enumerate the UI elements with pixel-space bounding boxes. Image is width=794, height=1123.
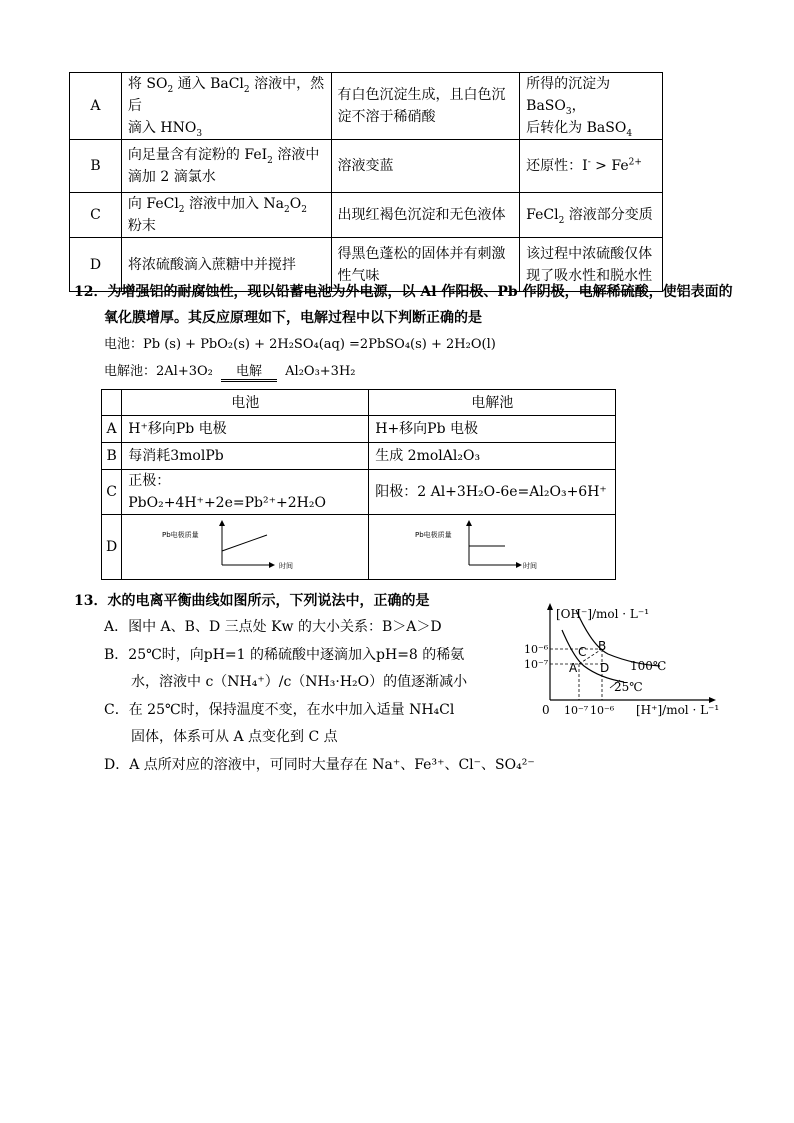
q11-row-a (70, 73, 663, 140)
q11-conclusion: FeCl$_2$ 溶液部分变质 (520, 193, 663, 238)
q13-option-b-line2: 水，溶液中 c（NH₄⁺）/c（NH₃·H₂O）的值逐渐减小 (131, 674, 468, 690)
curve-label-100c: 100℃ (630, 659, 667, 673)
y-tick-label: 10⁻⁶ (524, 643, 549, 656)
q12-battery-equation: 电池：Pb (s) + PbO₂(s) + 2H₂SO₄(aq) =2PbSO₄(s) + 2H₂O(l) (104, 337, 496, 352)
q11-phenomenon: 有白色沉淀生成，且白色沉 淀不溶于稀硝酸 (331, 73, 520, 140)
q11-row-label: C (70, 193, 122, 238)
point-label-c: C (578, 645, 587, 659)
curve-label-25c: 25℃ (614, 680, 643, 694)
point-label-a: A (569, 661, 578, 675)
q13-option-a: A．图中 A、B、D 三点处 Kw 的大小关系：B＞A＞D (104, 619, 442, 635)
q12-cell-equation: 电解池：2Al+3O₂ 电解 Al₂O₃+3H₂ (104, 362, 356, 382)
q11-row-label: B (70, 140, 122, 193)
q13-option-c-line1: C．在 25℃时，保持温度不变，在水中加入适量 NH₄Cl (104, 702, 455, 718)
q11-phenomenon: 溶液变蓝 (331, 140, 520, 193)
q12-header-row (102, 390, 616, 416)
q11-table (69, 72, 663, 292)
cell-mass-graph (369, 515, 615, 579)
q12-row-c (102, 470, 616, 515)
q12-electrolysis-cell: 阳极：2 Al+3H₂O-6e=Al₂O₃+6H⁺ (369, 470, 616, 515)
q11-row-c (70, 193, 663, 238)
q12-battery-cell: H⁺移向Pb 电极 (122, 416, 369, 443)
q11-row-b (70, 140, 663, 193)
graph-arrowhead (219, 520, 225, 526)
q12-row-label: D (102, 515, 122, 580)
x-axis-label: [H⁺]/mol · L⁻¹ (636, 703, 720, 717)
y-axis-arrowhead (547, 603, 553, 610)
q12-battery-cell: 正极：PbO₂+4H⁺+2e=Pb²⁺+2H₂O (122, 470, 369, 515)
q12-row-b (102, 443, 616, 470)
q11-operation: 向 FeCl$_2$ 溶液中加入 $Na_2O_2$ 粉末 (121, 193, 331, 238)
q11-conclusion: 所得的沉淀为BaSO$_3$， 后转化为 BaSO$_4$ (520, 73, 663, 140)
q11-phenomenon: 得黑色蓬松的固体并有刺激 性气味 (331, 238, 520, 292)
graph-ylabel: Pb电极质量 (162, 531, 199, 539)
q12-header-battery: 电池 (122, 390, 369, 416)
graph-xlabel: 时间 (523, 562, 538, 570)
graph-line-increasing (222, 535, 267, 551)
q12-stem-line1: 12．为增强铝的耐腐蚀性，现以铅蓄电池为外电源，以 Al 作阳极、Pb 作阴极，电解稀硫酸，使铝表面的 (74, 284, 733, 300)
q12-battery-cell: 每消耗3molPb (122, 443, 369, 470)
q12-battery-graph-cell (122, 515, 369, 580)
q12-header-blank (102, 390, 122, 416)
q12-header-cell: 电解池 (369, 390, 616, 416)
q11-operation: 将浓硫酸滴入蔗糖中并搅拌 (121, 238, 331, 292)
q13-option-d: D．A 点所对应的溶液中，可同时大量存在 Na⁺、Fe³⁺、Cl⁻、SO₄²⁻ (104, 757, 535, 773)
battery-mass-graph (122, 515, 368, 579)
q12-cell-graph-cell (369, 515, 616, 580)
q13-option-c-line2: 固体，体系可从 A 点变化到 C 点 (131, 729, 338, 745)
q12-row-label: C (102, 470, 122, 515)
x-tick-label: 10⁻⁶ (590, 704, 615, 717)
electrolysis-arrow: 电解 (221, 365, 277, 382)
q11-operation: 向足量含有淀粉的 FeI$_2$ 溶液中 滴加 2 滴氯水 (121, 140, 331, 193)
q12-row-label: B (102, 443, 122, 470)
graph-ylabel: Pb电极质量 (415, 531, 452, 539)
q12-row-label: A (102, 416, 122, 443)
point-label-d: D (600, 661, 610, 675)
q12-row-d (102, 515, 616, 580)
graph-arrowhead (466, 520, 472, 526)
q11-conclusion: 还原性：$I^- > Fe^{2+}$ (520, 140, 663, 193)
q12-electrolysis-cell: H+移向Pb 电极 (369, 416, 616, 443)
q13-option-b-line1: B．25℃时，向pH=1 的稀硫酸中逐滴加入pH=8 的稀氨 (104, 647, 465, 663)
graph-xlabel: 时间 (279, 562, 294, 570)
q11-row-label: A (70, 73, 122, 140)
q12-row-a (102, 416, 616, 443)
q12-electrolysis-cell: 生成 2molAl₂O₃ (369, 443, 616, 470)
q12-stem-line2: 氧化膜增厚。其反应原理如下，电解过程中以下判断正确的是 (104, 310, 482, 326)
q11-phenomenon: 出现红褐色沉淀和无色液体 (331, 193, 520, 238)
q11-conclusion: 该过程中浓硫酸仅体 现了吸水性和脱水性 (520, 238, 663, 292)
x-tick-label: 10⁻⁷ (564, 704, 589, 717)
point-label-b: B (598, 639, 607, 653)
graph-arrowhead (516, 562, 522, 568)
q11-operation: 将 $SO_2$ 通入 BaCl$_2$ 溶液中，然后 滴入 $HNO_3$ (121, 73, 331, 140)
y-tick-label: 10⁻⁷ (524, 658, 549, 671)
q13-stem: 13．水的电离平衡曲线如图所示，下列说法中，正确的是 (74, 593, 430, 609)
y-axis-label: [OH⁻]/mol · L⁻¹ (556, 607, 650, 621)
q11-row-label: D (70, 238, 122, 292)
water-ionization-graph (522, 600, 722, 718)
q12-table (101, 389, 616, 580)
graph-arrowhead (269, 562, 275, 568)
origin-label: 0 (542, 703, 550, 717)
